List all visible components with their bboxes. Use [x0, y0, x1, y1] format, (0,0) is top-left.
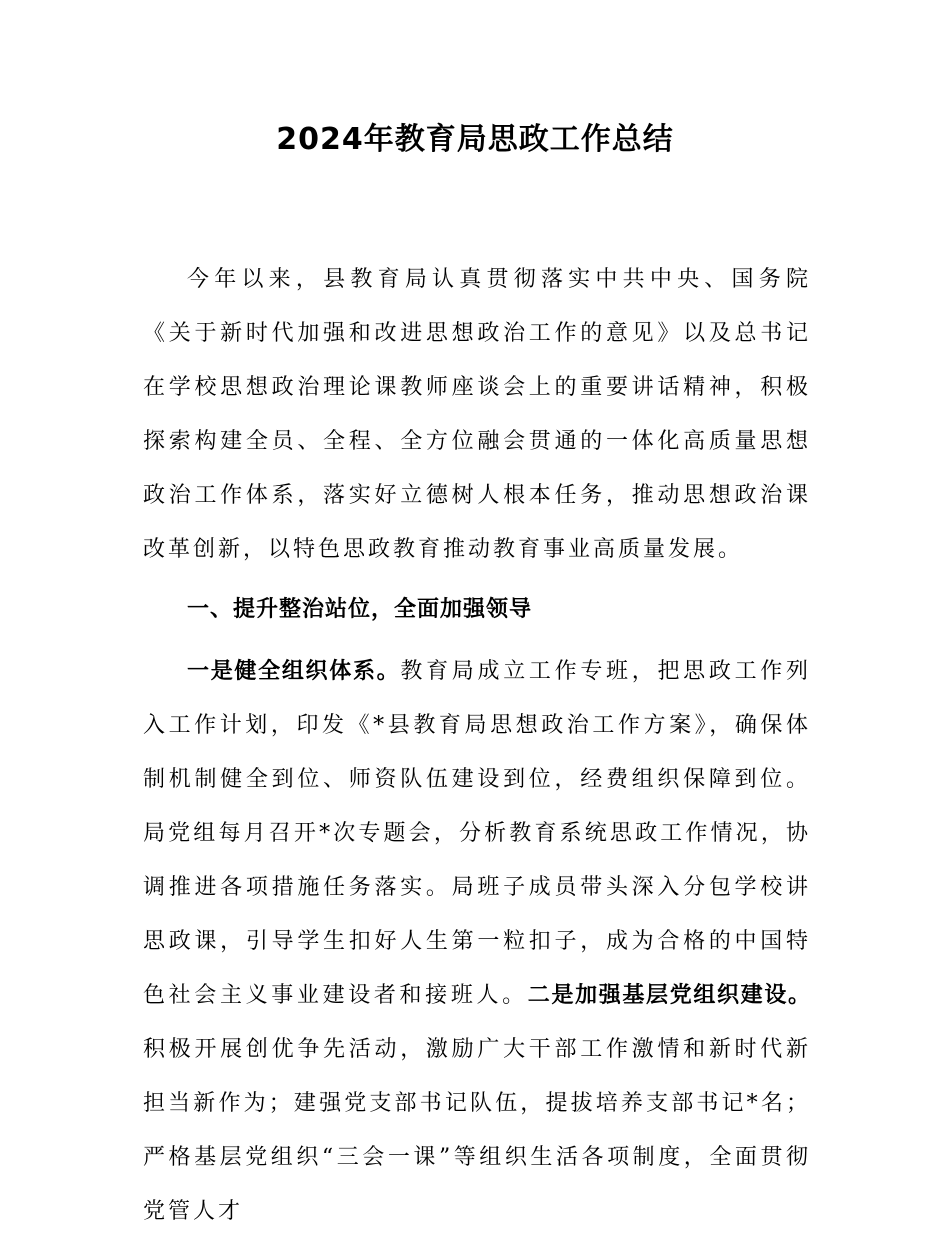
- point-two-lead: 二是加强基层党组织建设。: [527, 983, 811, 1008]
- intro-paragraph: 今年以来，县教育局认真贯彻落实中共中央、国务院《关于新时代加强和改进思想政治工作的意见》以及总书记在学校思想政治理论课教师座谈会上的重要讲话精神，积极探索构建全员、全程、全方位融会贯通的一体化高质量思想政治工作体系，落实好立德树人根本任务，推动思想政治课改革创新，以特色思政教育推动教育事业高质量发展。: [143, 267, 811, 562]
- section-paragraph: [143, 645, 811, 1239]
- point-one-text: 教育局成立工作专班，把思政工作列入工作计划，印发《*县教育局思想政治工作方案》，确保体制机制健全到位、师资队伍建设到位，经费组织保障到位。局党组每月召开*次专题会，分析教育系统思政工作情况，协调推进各项措施任务落实。局班子成员带头深入分包学校讲思政课，引导学生扣好人生第一粒扣子，成为合格的中国特色社会主义事业建设者和接班人。: [143, 659, 811, 1008]
- point-one-lead: 一是健全组织体系。: [187, 659, 401, 684]
- document-body: [143, 253, 811, 1239]
- point-two-text: 积极开展创优争先活动，激励广大干部工作激情和新时代新担当新作为；建强党支部书记队伍，提拔培养支部书记*名；严格基层党组织“三会一课”等组织生活各项制度，全面贯彻党管人才: [143, 1037, 811, 1224]
- section-heading: 一、提升整治站位，全面加强领导: [187, 597, 533, 622]
- document-title: 2024年教育局思政工作总结: [276, 122, 674, 157]
